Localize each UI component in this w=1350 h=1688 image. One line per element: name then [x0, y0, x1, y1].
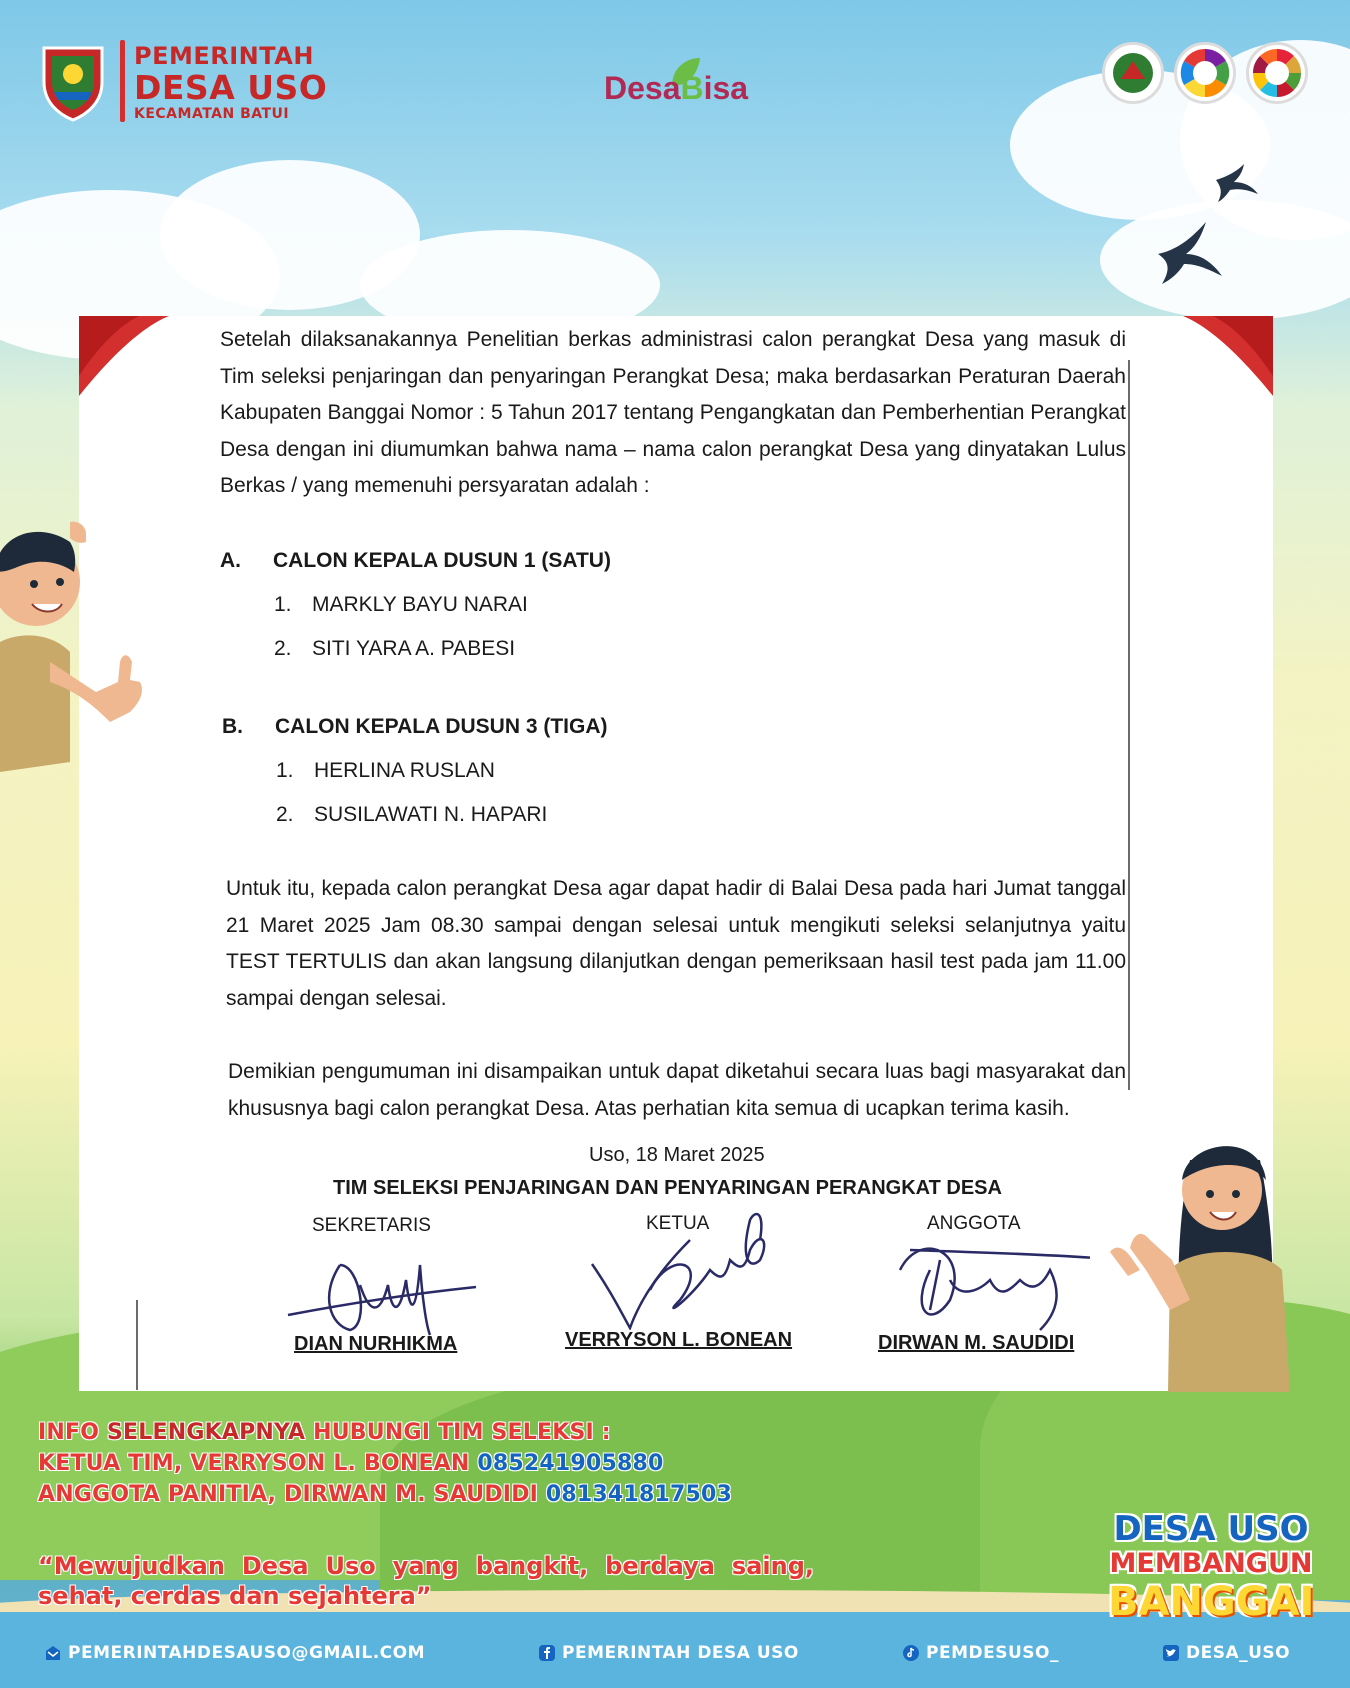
brand-line-3: KECAMATAN BATUI — [134, 106, 290, 122]
tiktok-contact[interactable]: PEMDESUSO_ — [902, 1643, 1059, 1663]
closing-paragraph: Demikian pengumuman ini disampaikan untuk dapat diketahui secara luas bagi masyarakat dan khususnya bagi calon perangkat Desa. Atas perhatian kita semua di ucapkan terima kasih. — [228, 1060, 1126, 1120]
list-item: 1. HERLINA RUSLAN — [276, 759, 495, 782]
list-item: 2. SITI YARA A. PABESI — [274, 637, 516, 660]
swallow-bird-icon — [1214, 162, 1260, 204]
curtain-left-icon — [79, 316, 169, 406]
twitter-icon — [1162, 1644, 1180, 1662]
signatory-role: ANGGOTA — [927, 1213, 1021, 1234]
list-item: 1. MARKLY BAYU NARAI — [274, 593, 528, 616]
document-margin-line — [1128, 360, 1130, 1090]
tiktok-icon — [902, 1644, 920, 1662]
signatory-name: DIAN NURHIKMA — [294, 1333, 458, 1355]
twitter-contact[interactable]: DESA_USO — [1162, 1643, 1290, 1663]
male-official-character-icon — [0, 512, 150, 772]
village-emblem-icon — [38, 42, 108, 122]
email-contact[interactable]: PEMERINTAHDESAUSO@GMAIL.COM — [44, 1643, 425, 1663]
kemendesa-emblem-icon — [1102, 42, 1164, 104]
signatory-name: VERRYSON L. BONEAN — [565, 1329, 793, 1351]
swallow-bird-icon — [1156, 218, 1226, 288]
section-letter: A. — [220, 549, 241, 572]
contact-line-ketua: KETUA TIM, VERRYSON L. BONEAN 085241905880 — [38, 1451, 664, 1476]
contact-line-anggota: ANGGOTA PANITIA, DIRWAN M. SAUDIDI 081341817503 — [38, 1482, 732, 1507]
curtain-right-icon — [1183, 316, 1273, 406]
section-heading: CALON KEPALA DUSUN 3 (TIGA) — [275, 715, 608, 738]
place-date: Uso, 18 Maret 2025 — [589, 1144, 765, 1166]
info-heading: INFO SELENGKAPNYA HUBUNGI TIM SELEKSI : — [38, 1420, 611, 1445]
list-item: 2. SUSILAWATI N. HAPARI — [276, 803, 548, 826]
section-letter: B. — [222, 715, 243, 738]
facebook-contact[interactable]: PEMERINTAH DESA USO — [538, 1643, 799, 1663]
phone-number[interactable]: 085241905880 — [477, 1451, 664, 1476]
sdgs-wheel-icon — [1246, 42, 1308, 104]
female-official-character-icon — [1110, 1120, 1300, 1392]
section-a-title — [220, 549, 611, 573]
signature-icon — [890, 1230, 1090, 1340]
brand-line-1: PEMERINTAH — [134, 42, 314, 70]
signature-icon — [590, 1200, 780, 1330]
document-margin-line — [136, 1300, 138, 1390]
intro-paragraph: Setelah dilaksanakannya Penelitian berkas administrasi calon perangkat Desa yang masuk di Tim seleksi penjaringan dan penyaringan Perangkat Desa; maka berdasarkan Peraturan Daerah Kabupaten Banggai Nomor : 5 Tahun 2017 tentang Pengangkatan dan Pemberhentian Perangkat Desa dengan ini diumumkan bahwa nama – nama calon perangkat Desa yang dinyatakan Lulus Berkas / yang memenuhi persyaratan adalah : — [220, 328, 1126, 497]
motto-logo: DESA USO MEMBANGUN BANGGAI — [1108, 1509, 1315, 1625]
facebook-icon — [538, 1644, 556, 1662]
phone-number[interactable]: 081341817503 — [545, 1482, 732, 1507]
desabisa-logo — [604, 54, 754, 114]
schedule-paragraph: Untuk itu, kepada calon perangkat Desa agar dapat hadir di Balai Desa pada hari Jumat tanggal 21 Maret 2025 Jam 08.30 sampai dengan selesai untuk mengikuti seleksi selanjutnya yaitu TEST TERTULIS dan akan langsung dilanjutkan dengan pemeriksaan hasil test pada jam 11.00 sampai dengan selesai. — [226, 877, 1126, 1010]
desabisa-wordmark: DesaBisa — [604, 70, 749, 106]
mail-icon — [44, 1644, 62, 1662]
slogan: “Mewujudkan Desa Uso yang bangkit, berdaya saing, sehat, cerdas dan sejahtera” — [38, 1552, 814, 1610]
desa-cerdas-emblem-icon — [1174, 42, 1236, 104]
signatory-role: KETUA — [646, 1213, 710, 1234]
signature-icon — [280, 1225, 480, 1345]
section-heading: CALON KEPALA DUSUN 1 (SATU) — [273, 549, 611, 572]
village-brand — [38, 38, 328, 124]
committee-title: TIM SELEKSI PENJARINGAN DAN PENYARINGAN PERANGKAT DESA — [333, 1177, 1002, 1199]
signatory-role: SEKRETARIS — [312, 1215, 431, 1236]
brand-divider — [120, 40, 125, 122]
section-b-title — [222, 715, 608, 739]
brand-line-2: DESA USO — [134, 68, 328, 107]
signatory-name: DIRWAN M. SAUDIDI — [878, 1332, 1075, 1354]
